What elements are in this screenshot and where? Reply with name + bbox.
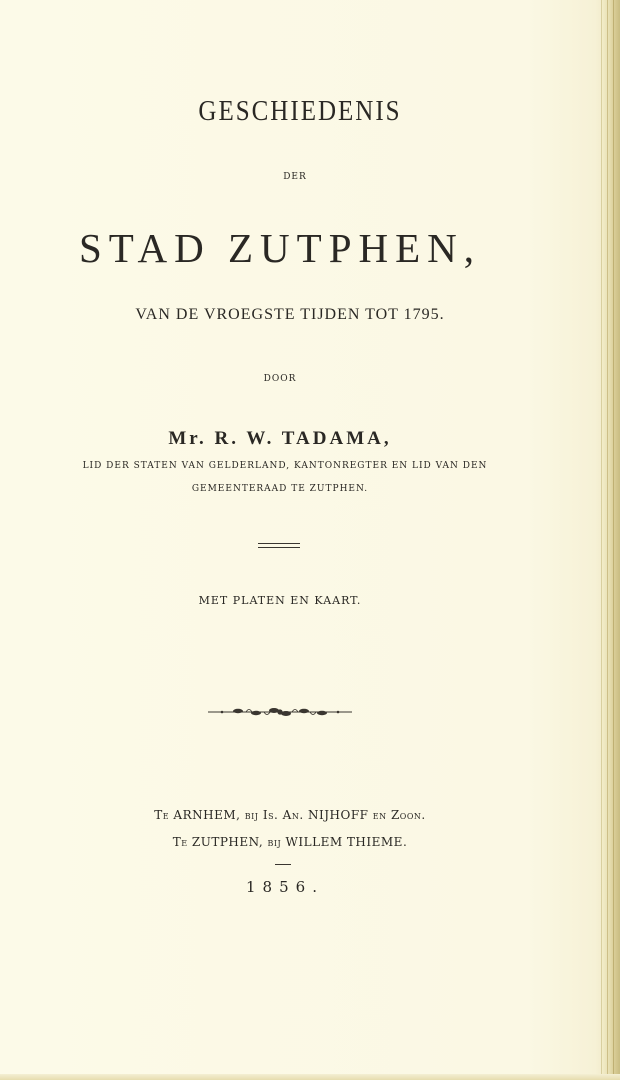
author-name: Mr. R. W. TADAMA, xyxy=(168,428,392,449)
publisher-line-1: Te ARNHEM, bij Is. An. NIJHOFF en Zoon. xyxy=(154,808,426,822)
subtitle: VAN DE VROEGSTE TIJDEN TOT 1795. xyxy=(135,306,445,323)
publisher-line-2: Te ZUTPHEN, bij WILLEM THIEME. xyxy=(172,835,408,849)
illustrations-note: MET PLATEN EN KAART. xyxy=(198,594,362,607)
author-role-line-2: GEMEENTERAAD TE ZUTPHEN. xyxy=(191,484,369,494)
by-label: DOOR xyxy=(263,374,297,384)
author-role-line-1: LID DER STATEN VAN GELDERLAND, KANTONREGTER EN LID VAN DEN xyxy=(82,461,488,471)
page-edge-bottom xyxy=(0,1074,620,1080)
page-edge-right xyxy=(601,0,620,1080)
double-rule-divider xyxy=(258,543,300,548)
publication-year: 1856. xyxy=(246,878,324,896)
title-connector: DER xyxy=(283,172,307,182)
main-title: STAD ZUTPHEN, xyxy=(78,225,482,271)
short-rule xyxy=(275,864,291,865)
title-line-1: GESCHIEDENIS xyxy=(198,95,402,127)
ornament-divider-icon xyxy=(208,704,352,720)
